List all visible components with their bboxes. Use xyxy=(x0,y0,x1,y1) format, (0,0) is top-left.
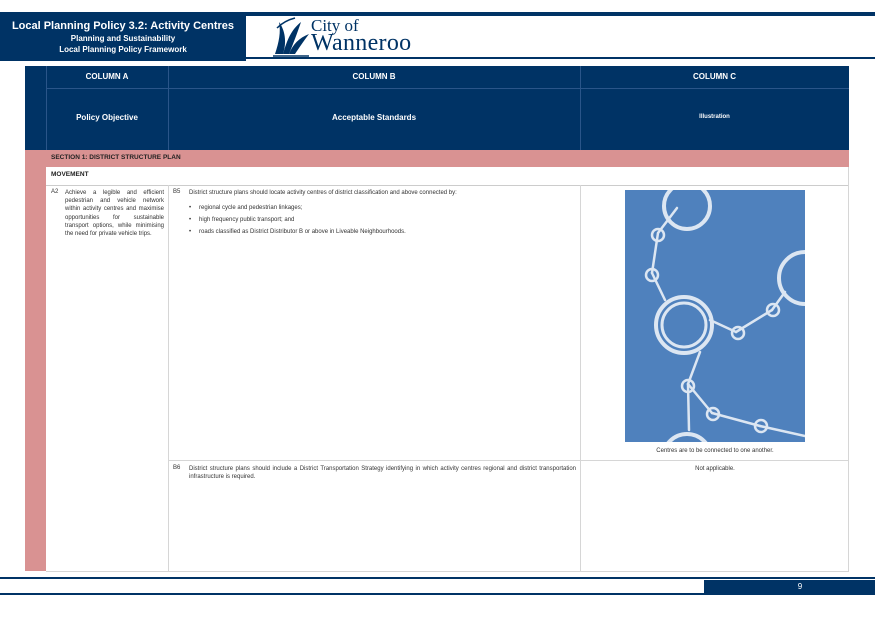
column-c-subheading: Illustration xyxy=(699,114,730,120)
document-title: Local Planning Policy 3.2: Activity Centres xyxy=(11,20,235,32)
footer-rule-bottom xyxy=(0,593,875,595)
subsection-row xyxy=(46,167,849,186)
standard-code: B6 xyxy=(173,465,181,471)
header-row-divider xyxy=(46,88,849,89)
document-subtitle-department: Planning and Sustainability xyxy=(70,34,176,43)
logo-emblem-icon xyxy=(271,14,311,58)
column-c-heading: COLUMN C xyxy=(692,72,737,81)
column-divider xyxy=(580,185,581,571)
section-title: SECTION 1: DISTRICT STRUCTURE PLAN xyxy=(51,154,181,161)
page-header xyxy=(0,12,875,61)
objective-text: Achieve a legible and efficient pedestrian and vehicle network within activity centres and maximise opportunities for sustainable transport options, while minimising the need for private vehicle trips. xyxy=(65,190,164,238)
column-b-heading: COLUMN B xyxy=(352,72,396,81)
standard-text: District structure plans should include a District Transportation Strategy identifying in which activity centres regional and district transportation infrastructure is required. xyxy=(189,466,576,481)
list-item: • regional cycle and pedestrian linkages; xyxy=(189,204,574,216)
column-a-heading: COLUMN A xyxy=(85,72,129,81)
standard-bullet-list xyxy=(189,204,574,240)
illustration-background xyxy=(625,190,805,442)
list-item: • high frequency public transport; and xyxy=(189,216,574,228)
city-of-wanneroo-logo xyxy=(271,14,411,58)
connected-centres-illustration xyxy=(625,190,805,442)
standard-text: District structure plans should locate activity centres of district classification and above connected by: xyxy=(189,190,457,196)
standard-code: B5 xyxy=(173,189,181,195)
column-a-subheading: Policy Objective xyxy=(76,113,138,122)
column-divider xyxy=(168,185,169,571)
document-subtitle-framework: Local Planning Policy Framework xyxy=(59,45,187,54)
page-number: 9 xyxy=(797,582,803,591)
illustration-caption: Centres are to be connected to one another. xyxy=(656,448,774,454)
table-right-border xyxy=(848,167,849,571)
logo-text-wanneroo: Wanneroo xyxy=(311,30,412,56)
footer-rule-top xyxy=(0,577,875,579)
row-divider xyxy=(168,460,849,461)
objective-code: A2 xyxy=(51,189,59,195)
illustration-not-applicable: Not applicable. xyxy=(695,466,735,472)
table-bottom-border xyxy=(46,571,849,572)
column-b-subheading: Acceptable Standards xyxy=(331,113,417,122)
subsection-title: MOVEMENT xyxy=(51,171,89,178)
list-item: • roads classified as District Distributor B or above in Liveable Neighbourhoods. xyxy=(189,228,574,240)
logo-text-city-of: City of xyxy=(311,16,359,35)
